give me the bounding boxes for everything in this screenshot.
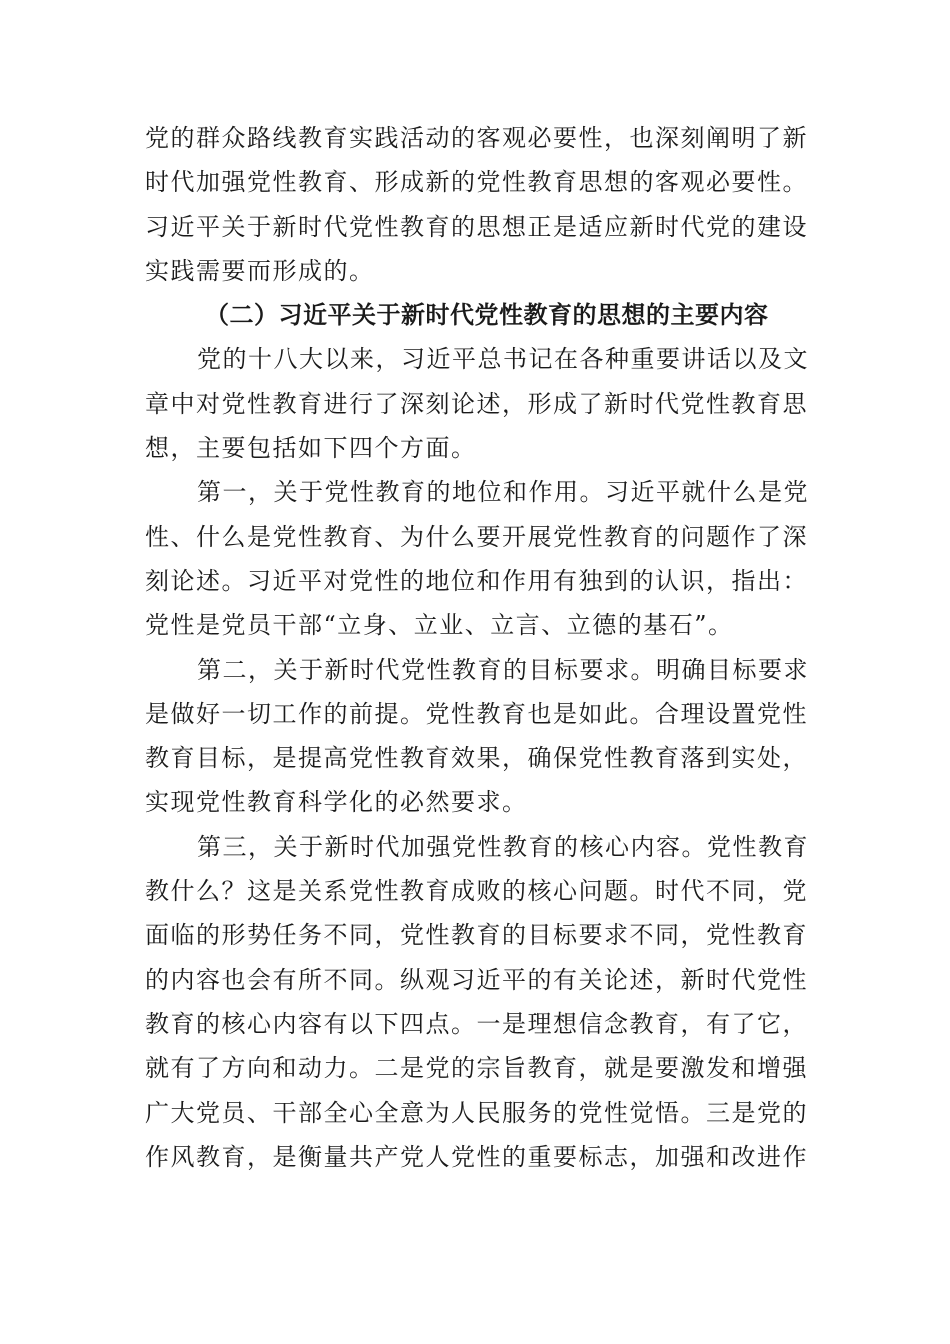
text-line: 面临的形势任务不同，党性教育的目标要求不同，党性教育 [145,921,808,950]
paragraph-first-line: 党的十八大以来，习近平总书记在各种重要讲话以及文 [197,345,809,374]
paragraph-first-line: 第三，关于新时代加强党性教育的核心内容。党性教育 [197,832,809,861]
text-line: 章中对党性教育进行了深刻论述，形成了新时代党性教育思 [145,389,808,418]
text-line: 教育的核心内容有以下四点。一是理想信念教育，有了它， [145,1009,808,1038]
text-line: 时代加强党性教育、形成新的党性教育思想的客观必要性。 [145,168,808,197]
paragraph-first-line: 第二，关于新时代党性教育的目标要求。明确目标要求 [197,655,809,684]
section-heading: （二）习近平关于新时代党性教育的思想的主要内容 [205,300,769,330]
text-line: 党的群众路线教育实践活动的客观必要性，也深刻阐明了新 [145,124,808,152]
text-line: 教什么？这是关系党性教育成败的核心问题。时代不同，党 [145,877,808,906]
paragraph-first-line: 第一，关于党性教育的地位和作用。习近平就什么是党 [197,478,809,507]
text-line: 实现党性教育科学化的必然要求。 [145,788,528,817]
document-body [145,116,810,1179]
text-line: 想，主要包括如下四个方面。 [145,434,477,463]
text-line: 作风教育，是衡量共产党人党性的重要标志，加强和改进作 [145,1142,808,1171]
text-line: 习近平关于新时代党性教育的思想正是适应新时代党的建设 [145,212,808,241]
text-line: 是做好一切工作的前提。党性教育也是如此。合理设置党性 [145,699,808,728]
text-line: 教育目标，是提高党性教育效果，确保党性教育落到实处， [145,744,808,773]
text-line: 党性是党员干部“立身、立业、立言、立德的基石”。 [145,611,734,640]
text-line: 刻论述。习近平对党性的地位和作用有独到的认识，指出： [145,566,808,595]
text-line: 就有了方向和动力。二是党的宗旨教育，就是要激发和增强 [145,1054,808,1083]
text-line: 广大党员、干部全心全意为人民服务的党性觉悟。三是党的 [145,1098,808,1127]
text-line: 实践需要而形成的。 [145,256,375,285]
text-line: 性、什么是党性教育、为什么要开展党性教育的问题作了深 [145,522,808,551]
text-line: 的内容也会有所不同。纵观习近平的有关论述，新时代党性 [145,965,808,994]
